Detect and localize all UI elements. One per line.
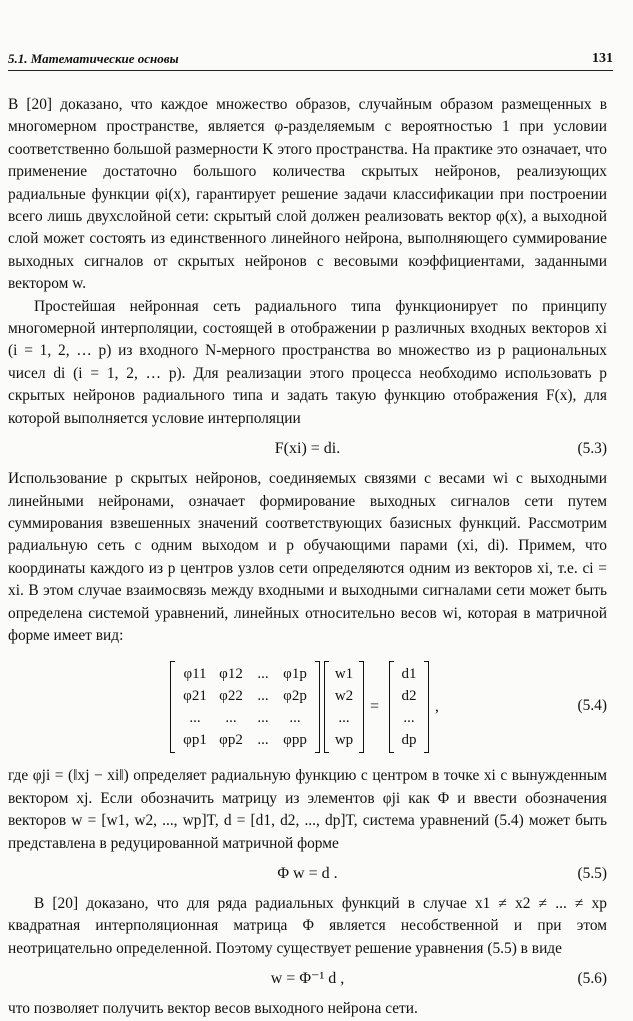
phi-cell: ... [289,710,301,727]
equation-5-4-comma: , [435,698,439,716]
page-number: 131 [592,51,613,66]
phi-cell: φp1 [183,732,207,749]
targets-vector [389,661,429,753]
equation-5-5 [8,855,607,893]
equation-5-5-number: (5.5) [577,864,607,882]
chapter-title: 5.1. Математические основы [8,51,179,66]
phi-cell: φ2p [283,688,307,705]
paragraph-5: В [20] доказано, что для ряда радиальных функций в случае x1 ≠ x2 ≠ ... ≠ xp квадратная интерполяционная матрица Φ является несобственной и при этом неотрицательно определенной. Поэтому существует решение уравнения (5.5) в виде [8,894,607,957]
phi-cell: φp2 [219,732,243,749]
phi-cell: ... [225,710,237,727]
phi-cell: φ21 [183,688,207,705]
phi-cell: ... [257,732,269,749]
target-cell: dp [401,732,417,749]
phi-cell: ... [189,710,201,727]
equals-sign: = [370,698,380,716]
equation-5-3 [8,430,607,468]
phi-matrix [170,661,320,753]
target-cell: ... [403,710,415,727]
equation-5-6 [8,960,607,998]
phi-cell: φ12 [219,666,243,683]
running-header [8,50,613,71]
weights-vector [324,661,364,753]
weight-cell: wp [334,732,354,749]
weight-cell: w2 [334,688,354,705]
phi-cell: φpp [283,732,307,749]
phi-cell: φ11 [183,666,207,683]
equation-5-6-number: (5.6) [577,970,607,988]
equation-5-3-body: F(xi) = di. [274,440,341,458]
paragraph-1: В [20] доказано, что каждое множество образов, случайным образом размещенных в многомерном пространстве, является φ-разделяемым с вероятностью 1 при условии соответственно большой размерности K этого пространства. На практике это означает, что применение достаточно большого количества скрытых нейронов, реализующих радиальные функции φi(x), гарантирует решение задачи классификации при построении всего лишь двухслойной сети: скрытый слой должен реализовать вектор φ(x), а выходной слой может состоять из единственного линейного нейрона, выполняющего суммирование выходных сигналов от скрытых нейронов с весовыми коэффициентами, заданными вектором w. [8,96,607,293]
weight-cell: w1 [334,666,354,683]
equation-5-4-number: (5.4) [577,697,607,715]
phi-cell: φ22 [219,688,243,705]
page-body [8,94,607,1021]
equation-5-3-number: (5.3) [577,440,607,458]
paragraph-4: где φji = (‖xj − xi‖) определяет радиальную функцию с центром в точке xi с вынужденным вектором xj. Если обозначить матрицу из элементов φji как Φ и ввести обозначения векторов w = [w1, w2, ..., wp]T, d = [d1, d2, ..., dp]T, система уравнений (5.4) может быть представлена в редуцированной матричной форме [8,767,607,852]
phi-cell: ... [257,710,269,727]
equation-5-5-body: Φ w = d . [277,864,338,882]
target-cell: d1 [401,666,417,683]
paragraph-2: Простейшая нейронная сеть радиального типа функционирует по принципу многомерной интерполяции, состоящей в отображении p различных входных векторов xi (i = 1, 2, … p) из входного N-мерного пространства во множество из p рациональных чисел di (i = 1, 2, … p). Для реализации этого процесса необходимо использовать p скрытых нейронов радиального типа и задать такую функцию отображения F(x), для которой выполняется условие интерполяции [8,297,607,427]
paragraph-6: что позволяет получить вектор весов выходного нейрона сети. [8,1000,418,1018]
target-cell: d2 [401,688,417,705]
paragraph-3: Использование p скрытых нейронов, соединяемых связями с весами wi с выходными линейными нейронами, означает формирование выходных сигналов сети путем суммирования взвешенных значений соответствующих базисных функций. Рассмотрим радиальную сеть с одним выходом и p обучающими парами (xi, di). Примем, что координаты каждого из p центров узлов сети определяются одним из векторов xi, т.е. ci = xi. В этом случае взаимосвязь между входными и выходными сигналами сети может быть определена системой уравнений, линейных относительно весов wi, которая в матричной форме имеет вид: [8,470,607,644]
weight-cell: ... [338,710,350,727]
phi-cell: φ1p [283,666,307,683]
equation-5-6-body: w = Φ⁻¹ d , [270,970,345,988]
equation-5-4 [8,657,607,757]
phi-cell: ... [257,666,269,683]
phi-cell: ... [257,688,269,705]
